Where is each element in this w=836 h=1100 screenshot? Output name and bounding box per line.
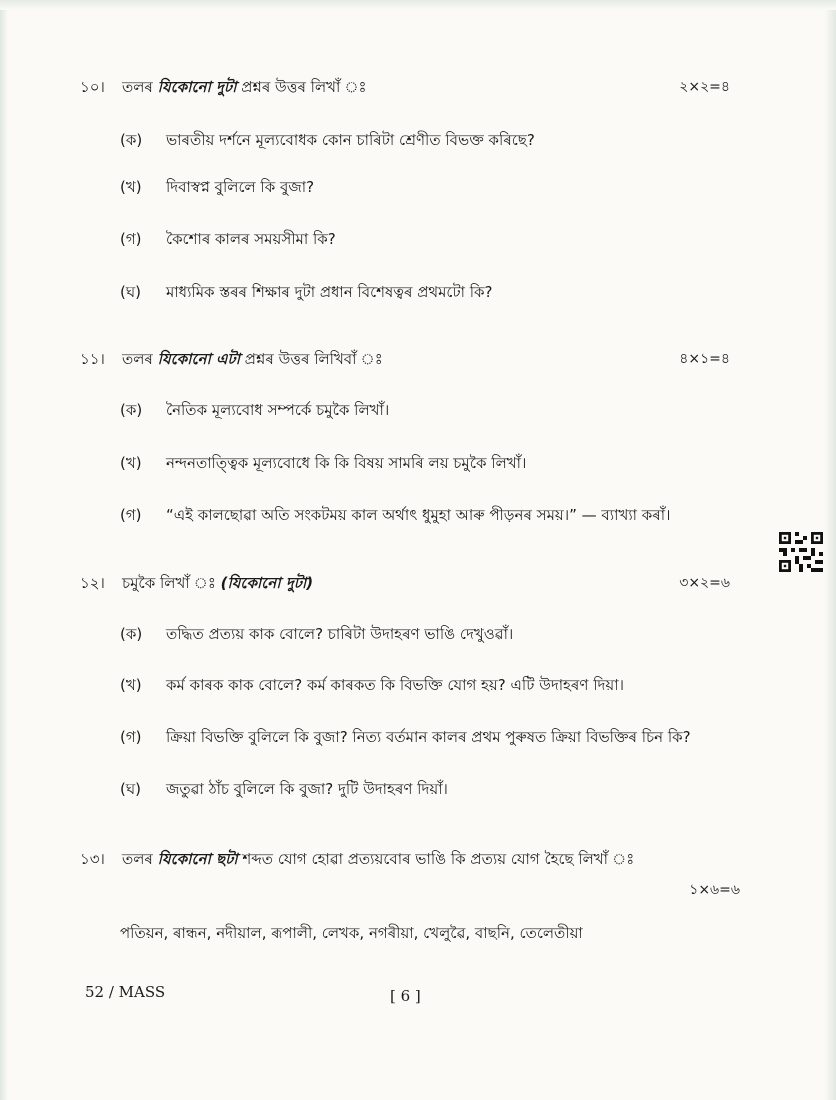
sub-question xyxy=(120,672,624,698)
sub-question xyxy=(120,226,336,252)
question-number: ১২। xyxy=(80,574,105,592)
sub-question-label: (ঘ) xyxy=(120,283,141,301)
question-marks: ১×৬=৬ xyxy=(689,882,740,898)
question-marks: ২×২=৪ xyxy=(679,79,730,95)
question-intro-emphasis: (যিকোনো দুটা) xyxy=(220,574,314,592)
sub-question-label: (ঘ) xyxy=(120,780,141,798)
sub-question-label: (খ) xyxy=(120,454,142,472)
question-intro: তলৰ xyxy=(122,350,158,368)
sub-question xyxy=(120,502,670,528)
sub-question xyxy=(120,279,493,305)
sub-question-label: (গ) xyxy=(120,728,142,746)
question-11 xyxy=(80,346,730,372)
sub-question-label: (গ) xyxy=(120,230,142,248)
sub-question-text: ক্ৰিয়া বিভক্তি বুলিলে কি বুজা? নিত্য বৰ্তমান কালৰ প্ৰথম পুৰুষত ক্ৰিয়া বিভক্তিৰ চিন কি? xyxy=(166,728,691,746)
sub-question xyxy=(120,776,448,802)
question-number: ১১। xyxy=(80,350,105,368)
question-intro-rest: শব্দত যোগ হোৱা প্ৰত্যয়বোৰ ভাঙি কি প্ৰত্যয় যোগ হৈছে লিখাঁ ঃ xyxy=(237,850,635,868)
sub-question-label: (গ) xyxy=(120,506,142,524)
sub-question xyxy=(120,724,691,750)
question-number: ১৩। xyxy=(80,850,105,868)
sub-question-text: জতুৱা ঠাঁচ বুলিলে কি বুজা? দুটি উদাহৰণ দিয়াঁ। xyxy=(166,780,448,798)
sub-question-label: (খ) xyxy=(120,178,142,196)
sub-question-label: (ক) xyxy=(120,401,143,419)
word-list: পতিয়ন, ৰান্ধন, নদীয়াল, ৰূপালী, লেখক, নগৰীয়া, খেলুৱৈ, বাছনি, তেলেতীয়া xyxy=(120,924,583,942)
question-intro: তলৰ xyxy=(122,850,158,868)
question-number: ১০। xyxy=(80,78,105,96)
question-intro-emphasis: যিকোনো ছটা xyxy=(157,850,238,868)
page-edge-right xyxy=(824,0,836,1100)
sub-question-text: তদ্ধিত প্ৰত্যয় কাক বোলে? চাৰিটা উদাহৰণ ভাঙি দেখুওৱাঁ। xyxy=(166,625,514,643)
sub-question-text: নন্দনতাত্ত্বিক মূল্যবোধে কি কি বিষয় সামৰি লয় চমুকৈ লিখাঁ। xyxy=(166,454,527,472)
question-13 xyxy=(80,846,730,872)
sub-question xyxy=(120,621,513,647)
question-intro: তলৰ xyxy=(122,78,158,96)
question-intro: চমুকৈ লিখাঁ ঃ xyxy=(122,574,221,592)
sub-question-text: মাধ্যমিক স্তৰৰ শিক্ষাৰ দুটা প্ৰধান বিশেষত্বৰ প্ৰথমটো কি? xyxy=(166,283,493,301)
question-12 xyxy=(80,570,730,596)
sub-question-label: (ক) xyxy=(120,625,143,643)
question-intro-rest: প্ৰশ্নৰ উত্তৰ লিখাঁ ঃ xyxy=(236,78,367,96)
sub-question-text: নৈতিক মূল্যবোধ সম্পৰ্কে চমুকৈ লিখাঁ। xyxy=(166,401,390,419)
sub-question-text: কৰ্ম কাৰক কাক বোলে? কৰ্ম কাৰকত কি বিভক্তি যোগ হয়? এটি উদাহৰণ দিয়া। xyxy=(166,676,624,694)
question-intro-emphasis: যিকোনো দুটা xyxy=(157,78,237,96)
sub-question-label: (ক) xyxy=(120,131,143,149)
sub-question xyxy=(120,450,526,476)
sub-question xyxy=(120,127,535,153)
question-intro-rest: প্ৰশ্নৰ উত্তৰ লিখিবাঁ ঃ xyxy=(239,350,383,368)
sub-question xyxy=(120,397,389,423)
question-10 xyxy=(80,74,730,100)
page-number: [ 6 ] xyxy=(390,987,421,1005)
sub-question-text: দিবাস্বপ্ন বুলিলে কি বুজা? xyxy=(166,178,315,196)
page-edge-top xyxy=(0,0,836,10)
question-marks: ৪×১=৪ xyxy=(679,351,730,367)
sub-question xyxy=(120,174,314,200)
sub-question-text: “এই কালছোৱা অতি সংকটময় কাল অৰ্থাৎ ধুমুহা আৰু পীড়নৰ সময়।” — ব্যাখ্যা কৰাঁ। xyxy=(166,506,671,524)
qr-code-icon xyxy=(779,532,823,572)
question-intro-emphasis: যিকোনো এটা xyxy=(157,350,240,368)
sub-question-label: (খ) xyxy=(120,676,142,694)
question-marks: ৩×২=৬ xyxy=(679,575,730,591)
page-edge-left xyxy=(0,0,8,1100)
sub-question-text: ভাৰতীয় দৰ্শনে মূল্যবোধক কোন চাৰিটা শ্ৰেণীত বিভক্ত কৰিছে? xyxy=(166,131,535,149)
sub-question-text: কৈশোৰ কালৰ সময়সীমা কি? xyxy=(166,230,336,248)
paper-code: 52 / MASS xyxy=(85,983,166,1001)
